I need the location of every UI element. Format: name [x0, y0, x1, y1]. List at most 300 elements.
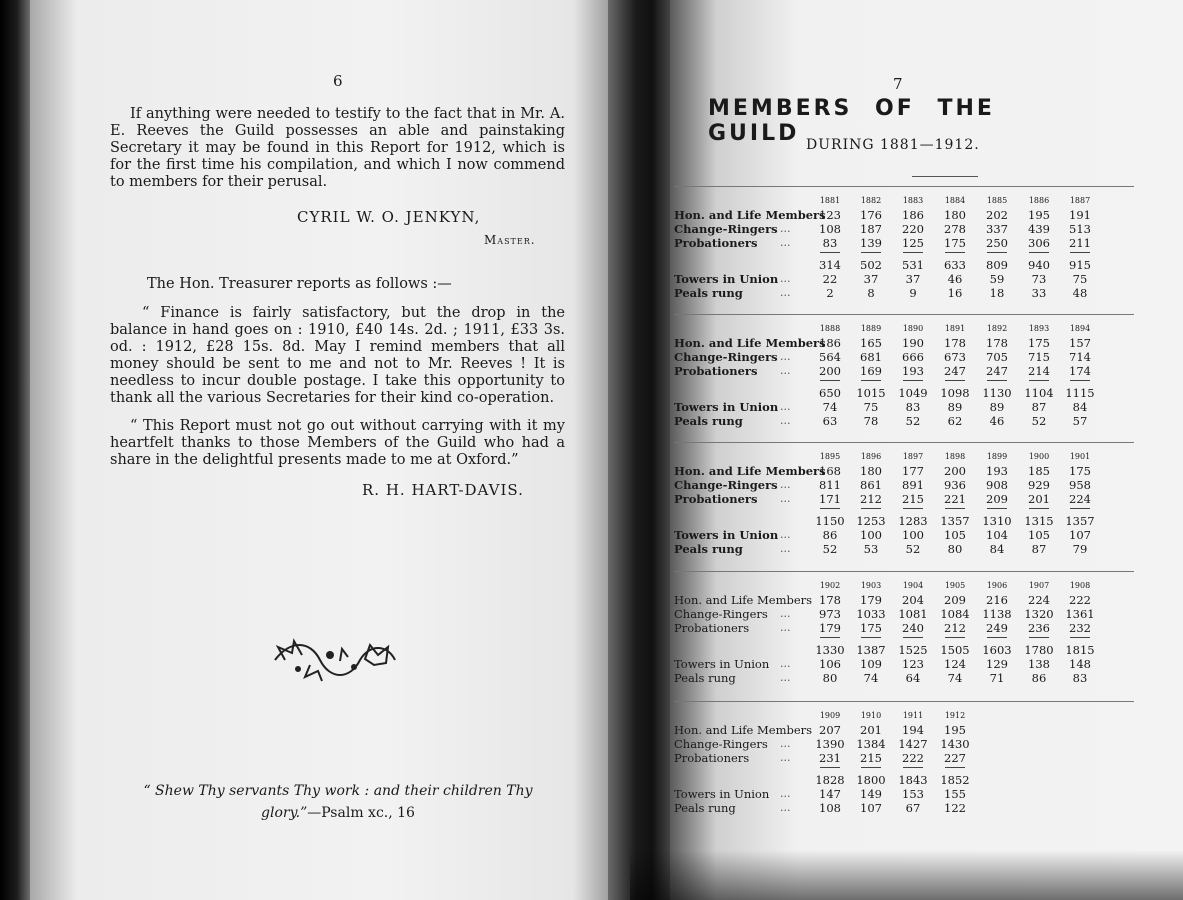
table-cell: 139 [860, 236, 882, 250]
table-cell: 157 [1069, 336, 1091, 350]
table-cell: 314 [819, 258, 841, 272]
table-cell: 1081 [898, 607, 928, 621]
year-header: 1881 [819, 196, 841, 205]
table-cell: 209 [944, 593, 966, 607]
table-cell: 37 [863, 272, 879, 286]
row-label-hon: Hon. and Life Members [674, 723, 813, 737]
table-cell: 78 [863, 414, 879, 428]
table-cell: 179 [860, 593, 882, 607]
table-cell: 1843 [898, 773, 928, 787]
year-header: 1902 [819, 581, 841, 590]
leader-dots: ... [780, 364, 791, 377]
table-cell: 53 [863, 542, 879, 556]
table-cell: 122 [944, 801, 966, 815]
table-cell: 221 [944, 492, 966, 506]
total-rule [987, 508, 1007, 509]
table-cell: 83 [905, 400, 921, 414]
table-cell: 178 [986, 336, 1008, 350]
leader-dots: ... [780, 286, 791, 299]
table-cell: 195 [944, 723, 966, 737]
row-label-peals: Peals rung [674, 542, 743, 556]
leader-dots: ... [780, 787, 791, 800]
table-cell: 1330 [815, 643, 845, 657]
table-cell: 809 [986, 258, 1008, 272]
table-cell: 174 [1069, 364, 1091, 378]
table-cell: 1049 [898, 386, 928, 400]
table-cell: 89 [947, 400, 963, 414]
leader-dots: ... [780, 671, 791, 684]
total-rule [945, 508, 965, 509]
row-label-prob: Probationers [674, 492, 758, 506]
table-cell: 62 [947, 414, 963, 428]
total-rule [861, 380, 881, 381]
leader-dots: ... [780, 801, 791, 814]
signature-jenkyn: CYRIL W. O. JENKYN, [297, 208, 481, 226]
table-cell: 186 [902, 208, 924, 222]
year-header: 1896 [860, 452, 882, 461]
table-cell: 178 [944, 336, 966, 350]
table-cell: 278 [944, 222, 966, 236]
row-label-change: Change-Ringers [674, 350, 778, 364]
row-label-prob: Probationers [674, 364, 758, 378]
total-rule [820, 508, 840, 509]
year-header: 1903 [860, 581, 882, 590]
year-header: 1885 [986, 196, 1008, 205]
block-separator [674, 571, 1134, 572]
table-cell: 201 [860, 723, 882, 737]
table-cell: 138 [1028, 657, 1050, 671]
table-cell: 207 [819, 723, 841, 737]
table-cell: 187 [860, 222, 882, 236]
table-cell: 1283 [898, 514, 928, 528]
row-label-peals: Peals rung [674, 414, 743, 428]
table-cell: 215 [902, 492, 924, 506]
page-number-left: 6 [333, 72, 343, 90]
year-header: 1909 [819, 711, 841, 720]
table-cell: 193 [902, 364, 924, 378]
table-cell: 75 [1072, 272, 1088, 286]
total-rule [861, 767, 881, 768]
table-cell: 1430 [940, 737, 970, 751]
year-header: 1897 [902, 452, 924, 461]
table-cell: 1098 [940, 386, 970, 400]
table-cell: 250 [986, 236, 1008, 250]
table-cell: 148 [1069, 657, 1091, 671]
table-cell: 1115 [1065, 386, 1095, 400]
row-label-hon: Hon. and Life Members [674, 464, 826, 478]
table-cell: 204 [902, 593, 924, 607]
leader-dots: ... [780, 657, 791, 670]
table-cell: 212 [860, 492, 882, 506]
table-cell: 175 [1028, 336, 1050, 350]
leader-dots: ... [780, 350, 791, 363]
row-label-prob: Probationers [674, 751, 750, 765]
table-cell: 1852 [940, 773, 970, 787]
total-rule [987, 252, 1007, 253]
table-cell: 33 [1031, 286, 1047, 300]
table-cell: 811 [819, 478, 841, 492]
table-cell: 681 [860, 350, 882, 364]
leader-dots: ... [780, 607, 791, 620]
table-cell: 175 [1069, 464, 1091, 478]
signature-hart-davis: R. H. HART-DAVIS. [362, 481, 524, 499]
table-cell: 177 [902, 464, 924, 478]
table-cell: 940 [1028, 258, 1050, 272]
table-cell: 57 [1072, 414, 1088, 428]
page-subtitle: DURING 1881—1912. [806, 137, 980, 153]
table-cell: 666 [902, 350, 924, 364]
table-cell: 123 [902, 657, 924, 671]
page-shadow [630, 850, 1183, 900]
row-label-hon: Hon. and Life Members [674, 593, 813, 607]
table-cell: 129 [986, 657, 1008, 671]
table-cell: 84 [989, 542, 1005, 556]
table-cell: 958 [1069, 478, 1091, 492]
table-cell: 1084 [940, 607, 970, 621]
table-cell: 52 [1031, 414, 1047, 428]
table-cell: 715 [1028, 350, 1050, 364]
table-cell: 1828 [815, 773, 845, 787]
row-label-hon: Hon. and Life Members [674, 208, 826, 222]
leader-dots: ... [780, 400, 791, 413]
table-cell: 1780 [1024, 643, 1054, 657]
total-rule [1029, 252, 1049, 253]
total-rule [903, 380, 923, 381]
table-cell: 106 [819, 657, 841, 671]
table-cell: 929 [1028, 478, 1050, 492]
table-cell: 200 [819, 364, 841, 378]
row-label-towers: Towers in Union [674, 528, 779, 542]
table-cell: 190 [902, 336, 924, 350]
report-thanks-paragraph: “ This Report must not go out without carrying with it my heartfelt thanks to those Members of the Guild who had a share in the delightful presents made to me at Oxford.” [110, 418, 565, 468]
total-rule [861, 637, 881, 638]
total-rule [1070, 508, 1090, 509]
total-rule [945, 380, 965, 381]
table-cell: 232 [1069, 621, 1091, 635]
table-cell: 531 [902, 258, 924, 272]
table-cell: 87 [1031, 542, 1047, 556]
leader-dots: ... [780, 414, 791, 427]
year-header: 1905 [944, 581, 966, 590]
table-cell: 71 [989, 671, 1005, 685]
table-cell: 633 [944, 258, 966, 272]
table-cell: 147 [819, 787, 841, 801]
table-cell: 100 [860, 528, 882, 542]
table-cell: 1310 [982, 514, 1012, 528]
table-cell: 185 [1028, 464, 1050, 478]
table-cell: 179 [819, 621, 841, 635]
table-cell: 201 [1028, 492, 1050, 506]
table-cell: 220 [902, 222, 924, 236]
psalm-reference: —Psalm xc., 16 [307, 805, 415, 821]
table-cell: 80 [822, 671, 838, 685]
table-cell: 108 [819, 801, 841, 815]
table-cell: 22 [822, 272, 838, 286]
table-cell: 105 [944, 528, 966, 542]
total-rule [1029, 380, 1049, 381]
year-header: 1908 [1069, 581, 1091, 590]
table-cell: 1427 [898, 737, 928, 751]
leader-dots: ... [780, 528, 791, 541]
table-cell: 168 [819, 464, 841, 478]
leader-dots: ... [780, 492, 791, 505]
leader-dots: ... [780, 272, 791, 285]
year-header: 1889 [860, 324, 882, 333]
row-label-towers: Towers in Union [674, 787, 770, 801]
row-label-change: Change-Ringers [674, 222, 778, 236]
row-label-prob: Probationers [674, 621, 750, 635]
total-rule [861, 252, 881, 253]
table-cell: 67 [905, 801, 921, 815]
table-cell: 216 [986, 593, 1008, 607]
table-cell: 1357 [940, 514, 970, 528]
row-label-peals: Peals rung [674, 286, 743, 300]
year-header: 1882 [860, 196, 882, 205]
table-cell: 224 [1028, 593, 1050, 607]
year-header: 1904 [902, 581, 924, 590]
year-header: 1886 [1028, 196, 1050, 205]
table-cell: 186 [819, 336, 841, 350]
block-separator [674, 442, 1134, 443]
table-cell: 180 [944, 208, 966, 222]
table-cell: 171 [819, 492, 841, 506]
year-header: 1907 [1028, 581, 1050, 590]
row-label-prob: Probationers [674, 236, 758, 250]
table-cell: 105 [1028, 528, 1050, 542]
table-cell: 87 [1031, 400, 1047, 414]
table-cell: 936 [944, 478, 966, 492]
total-rule [987, 380, 1007, 381]
table-cell: 123 [819, 208, 841, 222]
total-rule [903, 508, 923, 509]
row-label-towers: Towers in Union [674, 272, 779, 286]
table-cell: 169 [860, 364, 882, 378]
table-cell: 48 [1072, 286, 1088, 300]
total-rule [987, 637, 1007, 638]
year-header: 1894 [1069, 324, 1091, 333]
table-cell: 178 [819, 593, 841, 607]
table-cell: 107 [1069, 528, 1091, 542]
total-rule [1029, 637, 1049, 638]
total-rule [861, 508, 881, 509]
table-cell: 79 [1072, 542, 1088, 556]
table-cell: 153 [902, 787, 924, 801]
total-rule [820, 252, 840, 253]
leader-dots: ... [780, 222, 791, 235]
table-cell: 8 [867, 286, 875, 300]
table-cell: 650 [819, 386, 841, 400]
table-cell: 908 [986, 478, 1008, 492]
table-cell: 211 [1069, 236, 1091, 250]
block-separator [674, 314, 1134, 315]
page-number-right: 7 [893, 75, 903, 93]
table-cell: 247 [986, 364, 1008, 378]
leader-dots: ... [780, 737, 791, 750]
total-rule [1029, 508, 1049, 509]
year-header: 1910 [860, 711, 882, 720]
year-header: 1884 [944, 196, 966, 205]
table-cell: 1357 [1065, 514, 1095, 528]
table-cell: 1390 [815, 737, 845, 751]
total-rule [903, 637, 923, 638]
table-cell: 100 [902, 528, 924, 542]
secretary-paragraph: If anything were needed to testify to the fact that in Mr. A. E. Reeves the Guild possesses an able and painstaking Secretary it may be found in this Report for 1912, which is for the first time his compilation, and which I now commend to members for their perusal. [110, 106, 565, 190]
year-header: 1906 [986, 581, 1008, 590]
row-label-change: Change-Ringers [674, 478, 778, 492]
block-separator [674, 701, 1134, 702]
table-cell: 64 [905, 671, 921, 685]
table-cell: 37 [905, 272, 921, 286]
year-header: 1893 [1028, 324, 1050, 333]
year-header: 1890 [902, 324, 924, 333]
row-label-hon: Hon. and Life Members [674, 336, 826, 350]
total-rule [1070, 252, 1090, 253]
table-cell: 46 [947, 272, 963, 286]
table-cell: 973 [819, 607, 841, 621]
row-label-change: Change-Ringers [674, 607, 768, 621]
table-cell: 337 [986, 222, 1008, 236]
row-label-peals: Peals rung [674, 671, 736, 685]
table-cell: 247 [944, 364, 966, 378]
table-cell: 1815 [1065, 643, 1095, 657]
leader-dots: ... [780, 751, 791, 764]
table-cell: 673 [944, 350, 966, 364]
table-cell: 191 [1069, 208, 1091, 222]
total-rule [945, 767, 965, 768]
table-cell: 564 [819, 350, 841, 364]
table-cell: 52 [822, 542, 838, 556]
leader-dots: ... [780, 236, 791, 249]
table-cell: 1505 [940, 643, 970, 657]
table-cell: 861 [860, 478, 882, 492]
table-cell: 74 [822, 400, 838, 414]
total-rule [903, 252, 923, 253]
table-cell: 108 [819, 222, 841, 236]
table-cell: 107 [860, 801, 882, 815]
table-cell: 193 [986, 464, 1008, 478]
row-label-towers: Towers in Union [674, 400, 779, 414]
table-cell: 306 [1028, 236, 1050, 250]
table-cell: 915 [1069, 258, 1091, 272]
table-cell: 714 [1069, 350, 1091, 364]
table-cell: 63 [822, 414, 838, 428]
table-cell: 75 [863, 400, 879, 414]
total-rule [820, 767, 840, 768]
year-header: 1899 [986, 452, 1008, 461]
table-cell: 214 [1028, 364, 1050, 378]
table-cell: 513 [1069, 222, 1091, 236]
total-rule [820, 637, 840, 638]
table-cell: 227 [944, 751, 966, 765]
table-cell: 1603 [982, 643, 1012, 657]
table-cell: 124 [944, 657, 966, 671]
table-cell: 2 [826, 286, 834, 300]
table-cell: 202 [986, 208, 1008, 222]
table-cell: 149 [860, 787, 882, 801]
table-cell: 18 [989, 286, 1005, 300]
year-header: 1912 [944, 711, 966, 720]
table-cell: 175 [860, 621, 882, 635]
table-cell: 180 [860, 464, 882, 478]
total-rule [1070, 380, 1090, 381]
table-cell: 83 [1072, 671, 1088, 685]
year-header: 1883 [902, 196, 924, 205]
year-header: 1898 [944, 452, 966, 461]
table-cell: 52 [905, 414, 921, 428]
table-cell: 104 [986, 528, 1008, 542]
table-cell: 9 [909, 286, 917, 300]
total-rule [945, 252, 965, 253]
table-cell: 59 [989, 272, 1005, 286]
table-cell: 1253 [856, 514, 886, 528]
table-cell: 1138 [982, 607, 1012, 621]
table-cell: 215 [860, 751, 882, 765]
table-cell: 16 [947, 286, 963, 300]
page-title: MEMBERS OF THE GUILD [708, 96, 995, 146]
table-cell: 249 [986, 621, 1008, 635]
table-cell: 46 [989, 414, 1005, 428]
table-cell: 84 [1072, 400, 1088, 414]
leader-dots: ... [780, 478, 791, 491]
table-cell: 176 [860, 208, 882, 222]
table-cell: 1387 [856, 643, 886, 657]
table-cell: 73 [1031, 272, 1047, 286]
table-cell: 209 [986, 492, 1008, 506]
treasurer-report-paragraph: “ Finance is fairly satisfactory, but the drop in the balance in hand goes on : 1910, £40 14s. 2d. ; 1911, £33 3s. od. : 1912, £28 15s. 8d. May I remind members that all money should be sent to me and not to Mr. Reeves ! It is needless to incur double postage. I take this opportunity to thank all the various Secretaries for their kind co-operation. [110, 305, 565, 406]
table-cell: 74 [863, 671, 879, 685]
table-cell: 125 [902, 236, 924, 250]
table-cell: 502 [860, 258, 882, 272]
table-cell: 194 [902, 723, 924, 737]
table-cell: 52 [905, 542, 921, 556]
row-label-peals: Peals rung [674, 801, 736, 815]
table-cell: 86 [1031, 671, 1047, 685]
table-cell: 1015 [856, 386, 886, 400]
year-header: 1911 [902, 711, 924, 720]
table-cell: 222 [1069, 593, 1091, 607]
table-cell: 86 [822, 528, 838, 542]
table-cell: 200 [944, 464, 966, 478]
table-cell: 222 [902, 751, 924, 765]
table-cell: 224 [1069, 492, 1091, 506]
table-cell: 175 [944, 236, 966, 250]
table-cell: 1384 [856, 737, 886, 751]
table-cell: 1800 [856, 773, 886, 787]
table-cell: 89 [989, 400, 1005, 414]
table-cell: 195 [1028, 208, 1050, 222]
table-cell: 439 [1028, 222, 1050, 236]
year-header: 1891 [944, 324, 966, 333]
leader-dots: ... [780, 621, 791, 634]
table-cell: 74 [947, 671, 963, 685]
table-cell: 83 [822, 236, 838, 250]
year-header: 1895 [819, 452, 841, 461]
signature-title-master: Master. [484, 233, 536, 247]
title-divider [912, 176, 978, 177]
year-header: 1892 [986, 324, 1008, 333]
table-cell: 1320 [1024, 607, 1054, 621]
table-cell: 1525 [898, 643, 928, 657]
table-cell: 212 [944, 621, 966, 635]
table-cell: 240 [902, 621, 924, 635]
psalm-quote [128, 780, 548, 824]
leader-dots: ... [780, 542, 791, 555]
table-cell: 1104 [1024, 386, 1054, 400]
psalm-quote-text: “ Shew Thy servants Thy work : and their children Thy glory.” [143, 783, 533, 821]
row-label-towers: Towers in Union [674, 657, 770, 671]
total-rule [903, 767, 923, 768]
table-cell: 891 [902, 478, 924, 492]
